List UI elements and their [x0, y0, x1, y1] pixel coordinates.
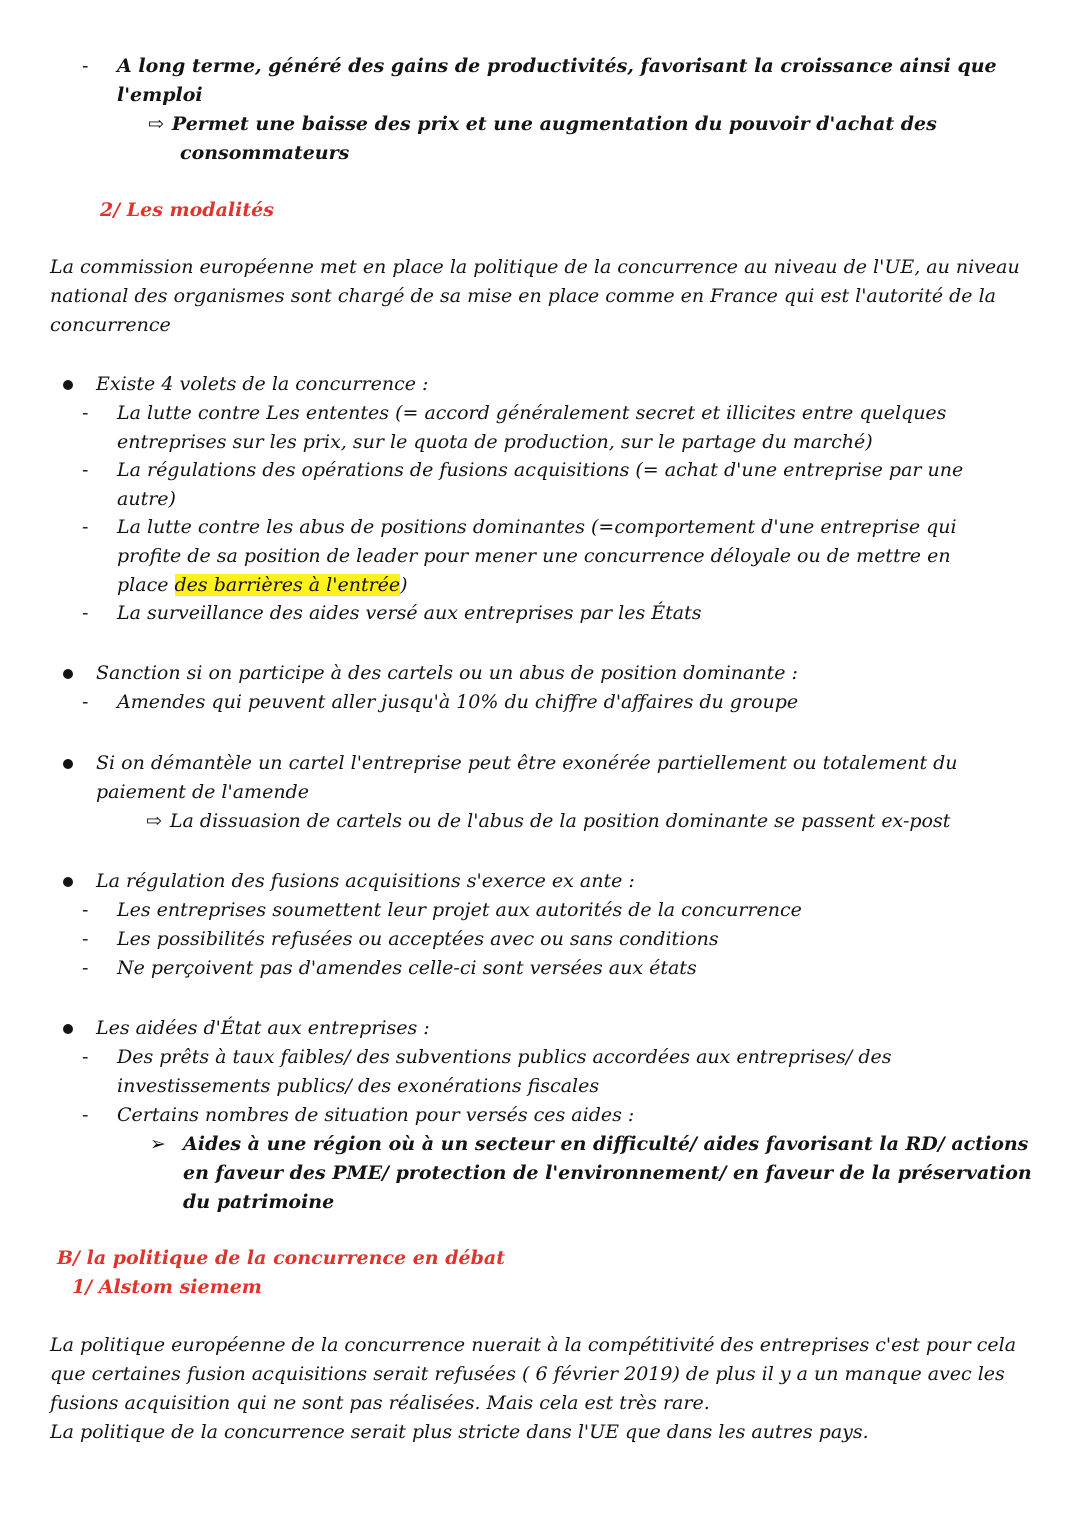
volets-item-1: La lutte contre Les ententes (= accord généralement secret et illicites entre quelques entreprises sur les prix, sur le quota de production, sur le partage du marché) [117, 402, 947, 453]
cartel-arrow-text: La dissuasion de cartels ou de l'abus de la position dominante se passent ex-post [169, 810, 951, 832]
right-arrow-icon: ⇨ [148, 113, 164, 135]
dash-icon: - [82, 602, 89, 624]
regulation-item-1: Les entreprises soumettent leur projet aux autorités de la concurrence [117, 899, 802, 921]
right-arrow-icon: ⇨ [146, 810, 162, 832]
regulation-heading: La régulation des fusions acquisitions s'exerce ex ante : [96, 870, 635, 892]
volets-heading: Existe 4 volets de la concurrence : [96, 373, 429, 395]
regulation-item-2: Les possibilités refusées ou acceptées avec ou sans conditions [117, 928, 719, 950]
volets-item-3-text: La lutte contre les abus de positions dominantes (=comportement d'une entreprise qui profite de sa position de leader pour mener une concurrence déloyale ou de mettre en place [117, 516, 957, 596]
sanction-item-1: Amendes qui peuvent aller jusqu'à 10% du chiffre d'affaires du groupe [117, 691, 799, 713]
bullet-icon [63, 380, 73, 390]
bullet-icon [63, 759, 73, 769]
dash-icon: - [82, 957, 89, 979]
bullet-icon [63, 1024, 73, 1034]
volets-item-3 [117, 513, 1007, 600]
aides-item-1: Des prêts à taux faibles/ des subventions publics accordées aux entreprises/ des investissements publics/ des exonérations fiscales [117, 1046, 892, 1097]
bullet-icon [63, 669, 73, 679]
dash-icon: - [82, 55, 89, 77]
highlighted-text: des barrières à l'entrée [174, 574, 401, 596]
intro-arrow-line [148, 110, 980, 168]
volets-item-3-end: ) [400, 574, 408, 596]
dash-icon: - [82, 459, 89, 481]
aides-sub-item: Aides à une région où à un secteur en difficulté/ aides favorisant la RD/ actions en faveur des PME/ protection de l'environnement/ en faveur de la préservation du patrimoine [183, 1133, 1032, 1213]
section-b-subtitle: 1/ Alstom siemem [72, 1276, 262, 1298]
intro-dash-text: A long terme, généré des gains de productivités, favorisant la croissance ainsi que l'emploi [117, 55, 997, 106]
bullet-icon [63, 877, 73, 887]
dash-icon: - [82, 1046, 89, 1068]
volets-item-2: La régulations des opérations de fusions acquisitions (= achat d'une entreprise par une autre) [117, 459, 964, 510]
section-b-title: B/ la politique de la concurrence en débat [57, 1247, 505, 1269]
section-b-paragraph-2: La politique de la concurrence serait plus stricte dans l'UE que dans les autres pays. [50, 1421, 869, 1443]
dash-icon: - [82, 899, 89, 921]
section-2-paragraph: La commission européenne met en place la politique de la concurrence au niveau de l'UE, au niveau national des organismes sont chargé de sa mise en place comme en France qui est l'autorité de la concurrence [50, 256, 1020, 336]
cartel-heading: Si on démantèle un cartel l'entreprise peut être exonérée partiellement ou totalement du paiement de l'amende [96, 752, 958, 803]
dash-icon: - [82, 402, 89, 424]
section-b-paragraph-1: La politique européenne de la concurrence nuerait à la compétitivité des entreprises c'est pour cela que certaines fusion acquisitions serait refusées ( 6 février 2019) de plus il y a un manque avec les fusions acquisition qui ne sont pas réalisées. Mais cela est très rare. [50, 1334, 1017, 1414]
aides-heading: Les aidées d'État aux entreprises : [96, 1017, 430, 1039]
dash-icon: - [82, 928, 89, 950]
cartel-arrow-line [146, 807, 1026, 836]
sanction-heading: Sanction si on participe à des cartels ou un abus de position dominante : [96, 662, 798, 684]
dash-icon: - [82, 691, 89, 713]
aides-item-2: Certains nombres de situation pour versés ces aides : [117, 1104, 635, 1126]
volets-item-4: La surveillance des aides versé aux entreprises par les États [117, 602, 702, 624]
intro-arrow-text: Permet une baisse des prix et une augmentation du pouvoir d'achat des consommateurs [171, 113, 937, 164]
dash-icon: - [82, 1104, 89, 1126]
dash-icon: - [82, 516, 89, 538]
section-2-title: 2/ Les modalités [100, 199, 274, 221]
arrowhead-icon: ➢ [150, 1133, 166, 1155]
regulation-item-3: Ne perçoivent pas d'amendes celle-ci sont versées aux états [117, 957, 697, 979]
